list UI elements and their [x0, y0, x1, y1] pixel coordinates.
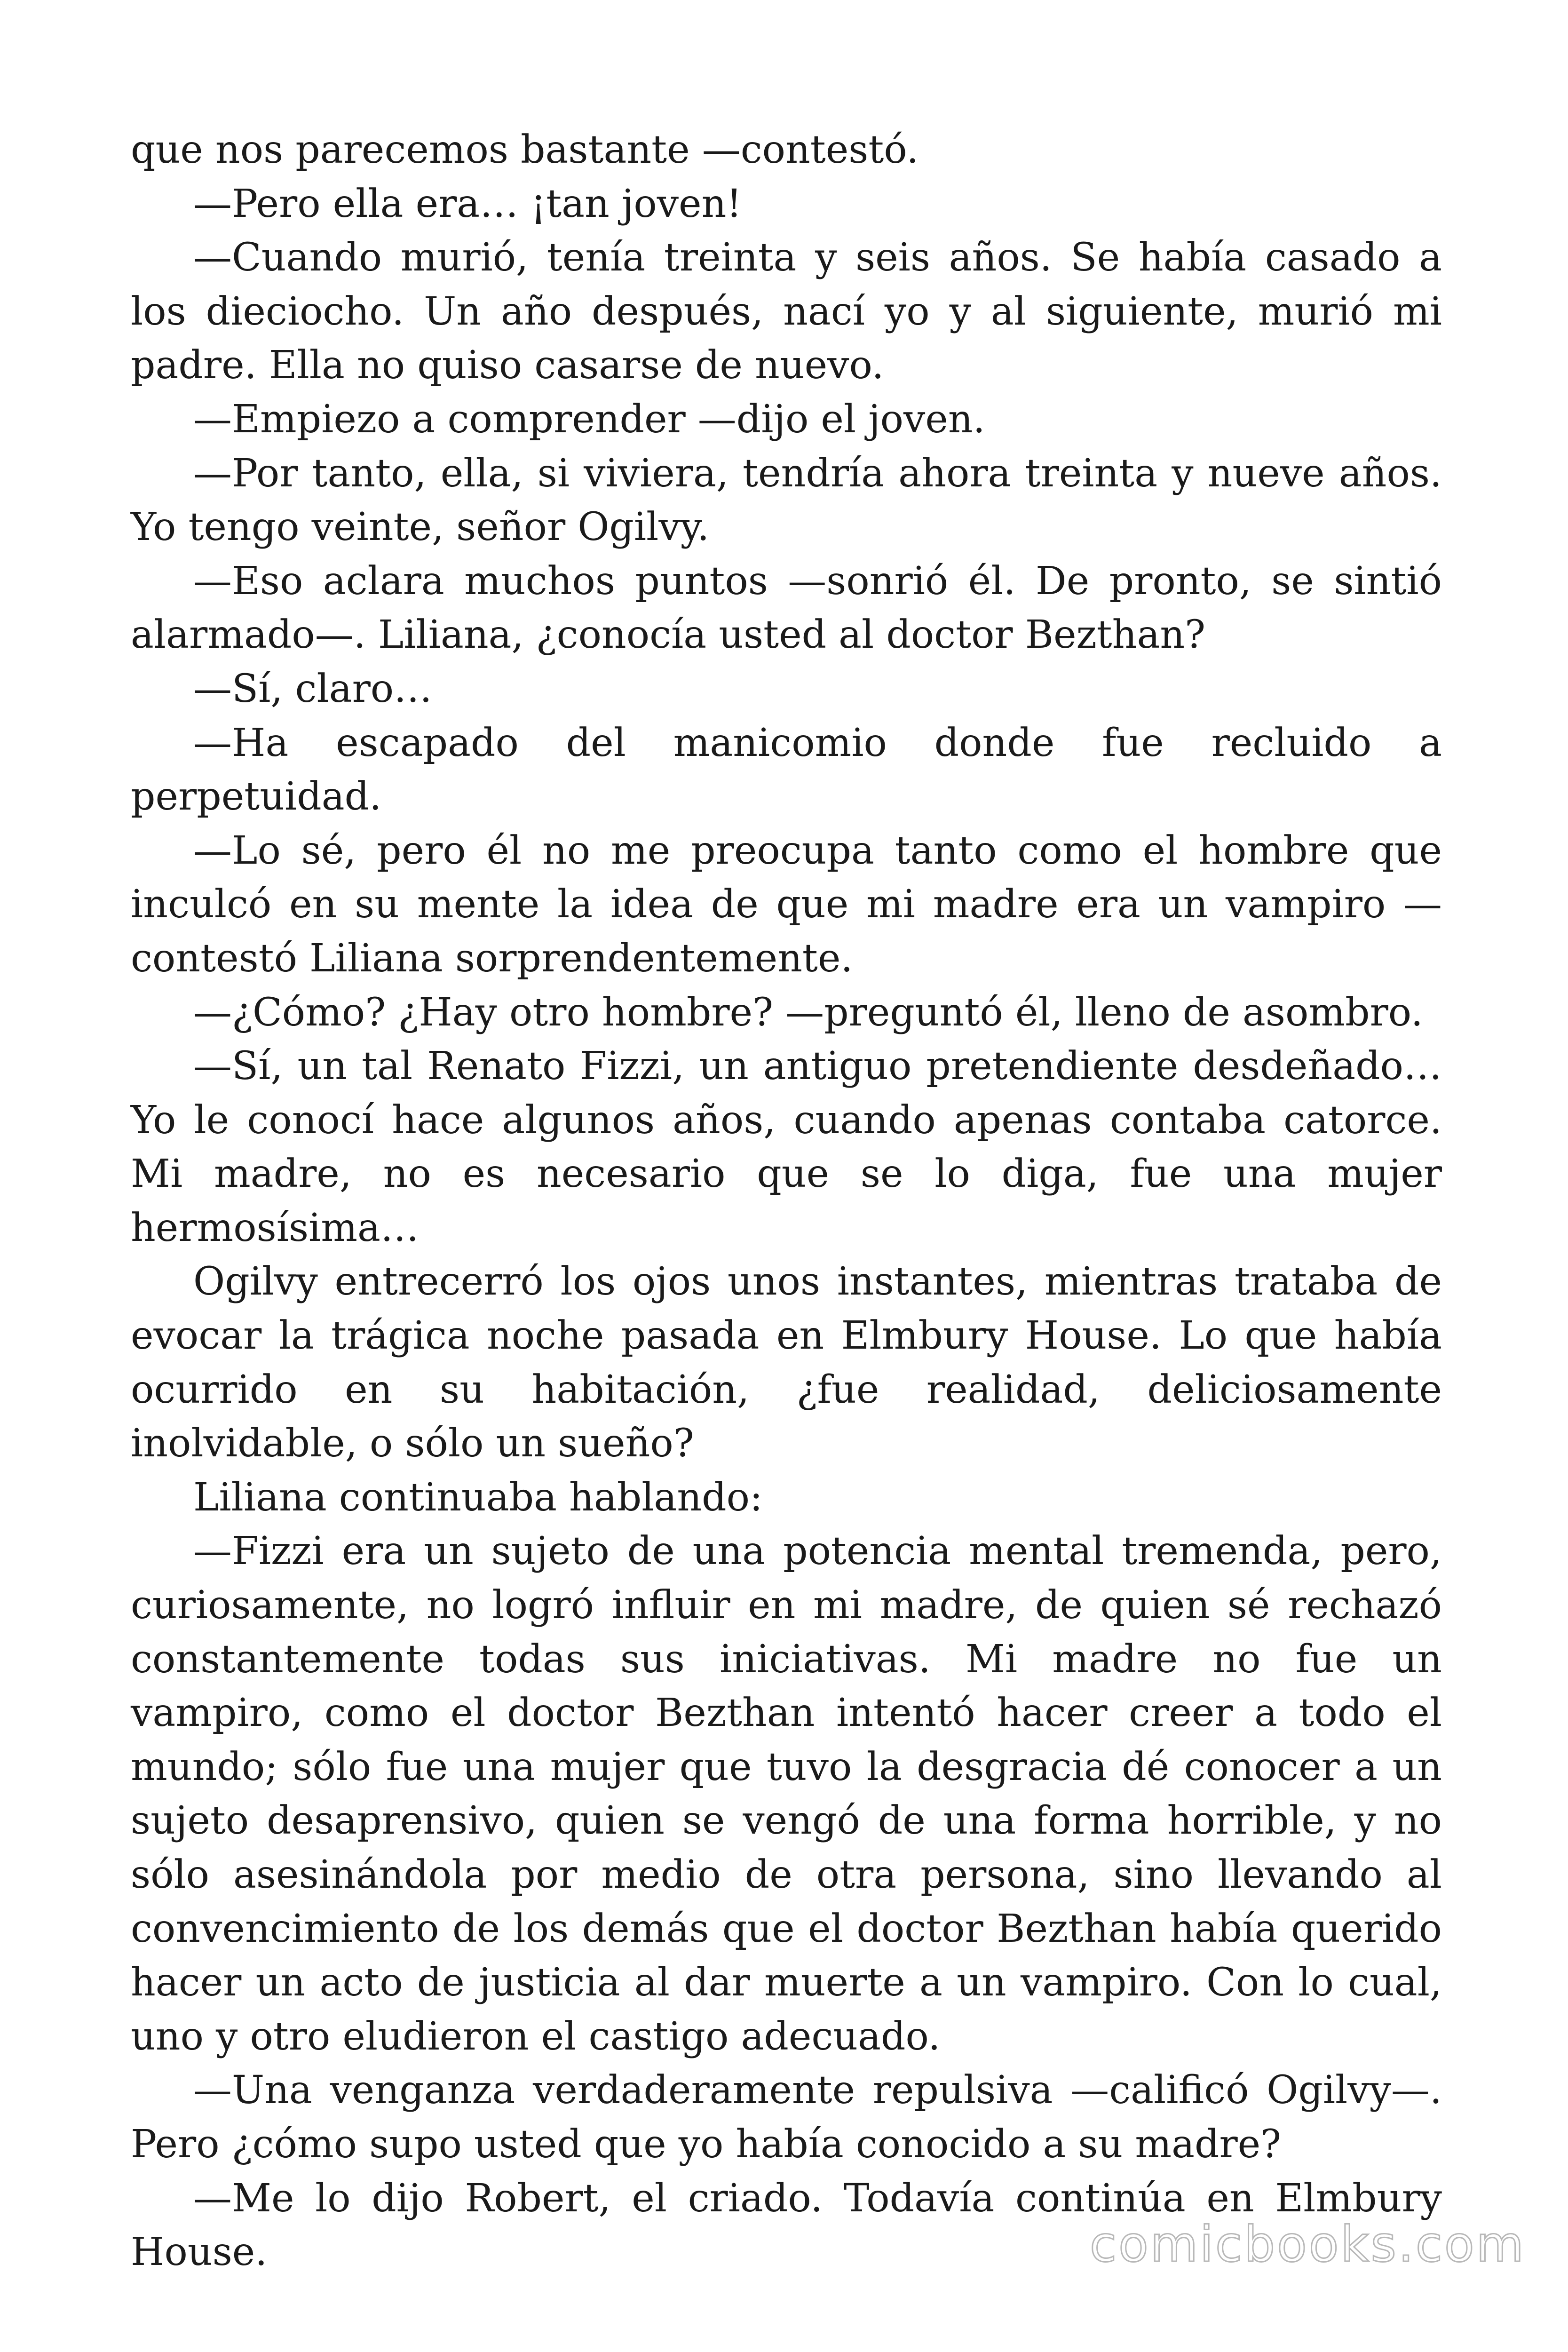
paragraph-14: —Fizzi era un sujeto de una potencia mental tremenda, pero, curiosamente, no logró influir en mi madre, de quien sé rechazó constantemente todas sus iniciativas. Mi madre no fue un vampiro, como el doctor Bezthan intentó hacer creer a todo el mundo; sólo fue una mujer que tuvo la desgracia dé conocer a un sujeto desaprensivo, quien se vengó de una forma horrible, y no sólo asesinándola por medio de otra persona, sino llevando al convencimiento de los demás que el doctor Bezthan había querido hacer un acto de justicia al dar muerte a un vampiro. Con lo cual, uno y otro eludieron el castigo adecuado.: [131, 1529, 1442, 2059]
paragraph-8: —Ha escapado del manicomio donde fue recluido a perpetuidad.: [131, 720, 1442, 819]
paragraph-7: —Sí, claro…: [193, 666, 433, 711]
watermark: comicbooks.com: [1089, 2216, 1526, 2273]
paragraph-5: —Por tanto, ella, si viviera, tendría ahora treinta y nueve años. Yo tengo veinte, señor Ogilvy.: [131, 451, 1442, 550]
paragraph-1: que nos parecemos bastante —contestó.: [131, 127, 919, 172]
book-page-text: [131, 123, 1442, 2280]
paragraph-2: —Pero ella era… ¡tan joven!: [193, 181, 742, 226]
paragraph-11: —Sí, un tal Renato Fizzi, un antiguo pretendiente desdeñado… Yo le conocí hace algunos años, cuando apenas contaba catorce. Mi madre, no es necesario que se lo diga, fue una mujer hermosísima…: [131, 1044, 1442, 1250]
paragraph-16: —Me lo dijo Robert, el criado. Todavía continúa en Elmbury House.: [131, 2176, 1442, 2275]
paragraph-15: —Una venganza verdaderamente repulsiva —calificó Ogilvy—. Pero ¿cómo supo usted que yo había conocido a su madre?: [131, 2068, 1442, 2167]
paragraph-4: —Empiezo a comprender —dijo el joven.: [193, 397, 985, 442]
paragraph-13: Liliana continuaba hablando:: [193, 1475, 763, 1520]
paragraph-9: —Lo sé, pero él no me preocupa tanto como el hombre que inculcó en su mente la idea de que mi madre era un vampiro —contestó Liliana sorprendentemente.: [131, 828, 1442, 981]
paragraph-3: —Cuando murió, tenía treinta y seis años. Se había casado a los dieciocho. Un año después, nací yo y al siguiente, murió mi padre. Ella no quiso casarse de nuevo.: [131, 235, 1442, 388]
paragraph-12: Ogilvy entrecerró los ojos unos instantes, mientras trataba de evocar la trágica noche pasada en Elmbury House. Lo que había ocurrido en su habitación, ¿fue realidad, deliciosamente inolvidable, o sólo un sueño?: [131, 1259, 1442, 1466]
paragraph-6: —Eso aclara muchos puntos —sonrió él. De pronto, se sintió alarmado—. Liliana, ¿conocía usted al doctor Bezthan?: [131, 558, 1442, 658]
paragraph-10: —¿Cómo? ¿Hay otro hombre? —preguntó él, lleno de asombro.: [193, 990, 1423, 1035]
